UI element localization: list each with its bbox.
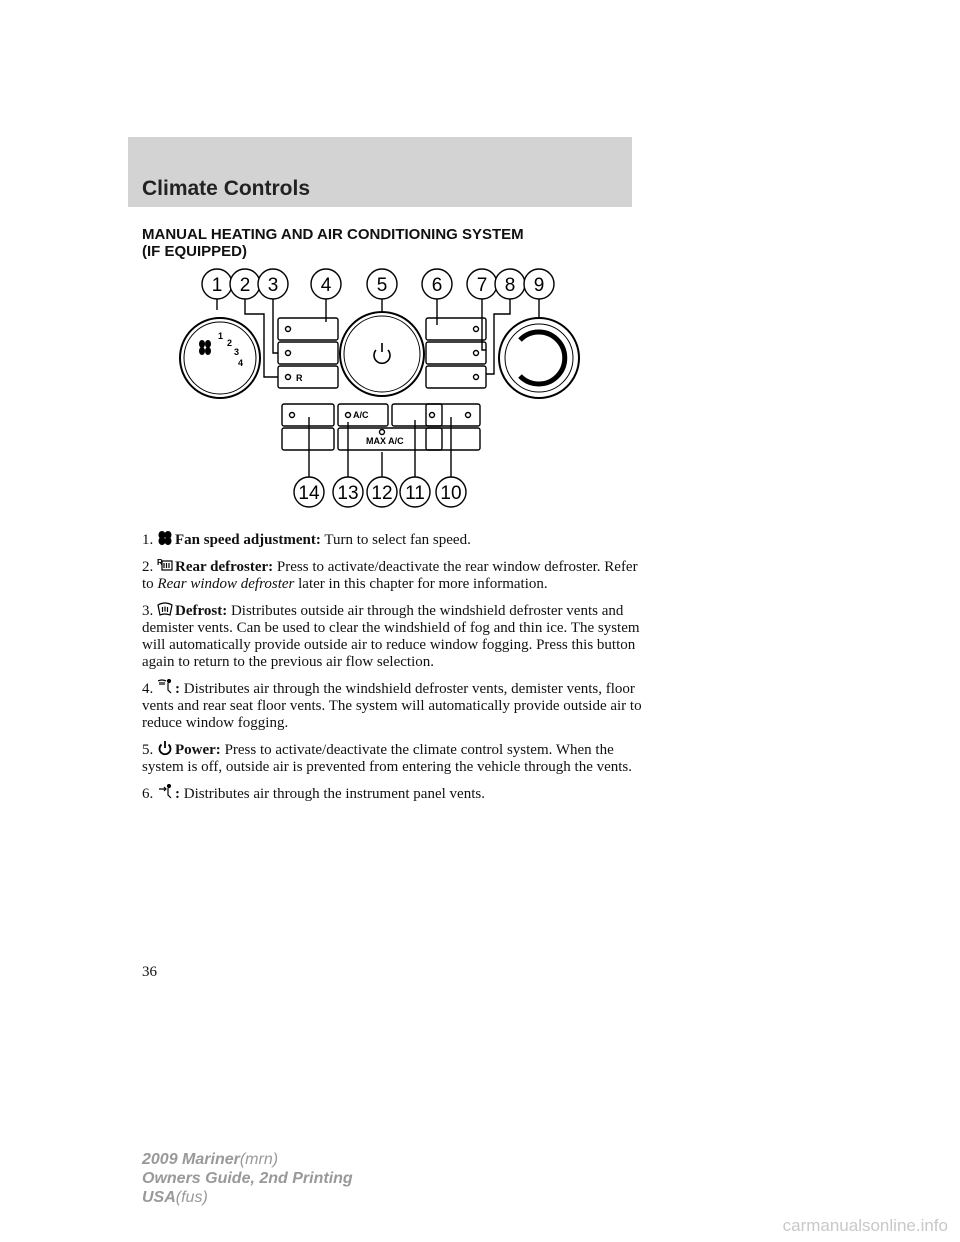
fan-mark-1: 1 — [218, 331, 224, 341]
entry-number: 6. — [142, 786, 154, 802]
footer — [142, 1150, 353, 1207]
entry-reference: Rear window defroster — [157, 576, 295, 592]
entry-text: Press to activate/deactivate the climate control system. When the system is off, outside air is prevented from entering the vehicle through the vents. — [142, 742, 633, 775]
entry-number: 1. — [142, 532, 154, 548]
control-descriptions — [142, 530, 642, 811]
max-ac-label: MAX A/C — [366, 436, 404, 446]
callout-label-7: 7 — [476, 275, 488, 296]
entry-4 — [142, 679, 642, 732]
entry-2 — [142, 557, 642, 593]
entry-number: 3. — [142, 603, 154, 619]
defrost-icon — [157, 601, 173, 617]
rear-label: R — [296, 373, 303, 383]
defrost-floor-icon — [157, 679, 173, 695]
entry-text: Turn to select fan speed. — [324, 532, 471, 548]
callout-label-11: 11 — [405, 483, 425, 504]
callout-label-5: 5 — [376, 275, 388, 296]
entry-text: Press to activate/deactivate the rear window defroster. Refer to — [142, 559, 638, 592]
fan-mark-4: 4 — [238, 358, 244, 368]
entry-label: : — [175, 786, 180, 802]
entry-text: Distributes air through the instrument panel vents. — [183, 786, 485, 802]
entry-label: Power: — [175, 742, 221, 758]
button-floor — [426, 366, 486, 388]
entry-label: Defrost: — [175, 603, 228, 619]
climate-control-diagram — [160, 262, 600, 512]
callout-label-9: 9 — [533, 275, 545, 296]
entry-text: Distributes outside air through the windshield defroster vents and demister vents. Can be used to clear the windshield of fog and thin ice. The system will automatically provide outside air to reduce window fogging. Press this button again to return to the previous air flow selection. — [142, 603, 640, 670]
footer-market-code: (fus) — [175, 1189, 208, 1206]
footer-line-1 — [142, 1150, 353, 1169]
button-defrost — [278, 342, 338, 364]
fan-mark-2: 2 — [227, 338, 233, 348]
panel-vent-icon — [157, 784, 173, 800]
entry-number: 5. — [142, 742, 154, 758]
button-rear-defrost — [278, 366, 338, 388]
watermark: carmanualsonline.info — [782, 1216, 948, 1235]
footer-line-2: Owners Guide, 2nd Printing — [142, 1170, 353, 1187]
callout-label-3: 3 — [267, 275, 279, 296]
callout-label-6: 6 — [431, 275, 443, 296]
callout-label-1: 1 — [211, 275, 223, 296]
page-number: 36 — [142, 964, 157, 980]
rear-defrost-icon — [157, 557, 173, 573]
footer-line-3 — [142, 1188, 353, 1207]
entry-label: : — [175, 681, 180, 697]
entry-1 — [142, 530, 642, 549]
fan-icon — [199, 340, 211, 355]
entry-text: Distributes air through the windshield defroster vents, demister vents, floor vents and rear seat floor vents. The system will automatically provide outside air to reduce window fogging. — [142, 681, 642, 731]
svg-text:R: R — [157, 558, 163, 567]
fan-mark-3: 3 — [234, 347, 240, 357]
ac-label: A/C — [353, 410, 369, 420]
callout-label-12: 12 — [371, 483, 393, 504]
button-seat-right-lower — [426, 428, 480, 450]
callout-label-13: 13 — [337, 483, 359, 504]
footer-market: USA — [142, 1189, 176, 1206]
entry-number: 4. — [142, 681, 154, 697]
callout-label-14: 14 — [298, 483, 320, 504]
callout-label-8: 8 — [504, 275, 516, 296]
callout-label-2: 2 — [239, 275, 251, 296]
entry-text-after: later in this chapter for more information. — [298, 576, 548, 592]
entry-label: Rear defroster: — [175, 559, 274, 575]
entry-label: Fan speed adjustment: — [175, 532, 321, 548]
page-title: Climate Controls — [142, 177, 311, 200]
section-heading — [142, 226, 642, 260]
callout-label-10: 10 — [440, 483, 462, 504]
power-knob — [340, 312, 424, 396]
button-panel-floor — [426, 342, 486, 364]
section-heading-line-1: MANUAL HEATING AND AIR CONDITIONING SYSTEM — [142, 226, 524, 243]
fan-speed-dial — [180, 318, 260, 398]
footer-model: 2009 Mariner — [142, 1151, 240, 1168]
entry-6 — [142, 784, 642, 803]
section-heading-line-2: (IF EQUIPPED) — [142, 243, 248, 260]
fan-icon — [157, 530, 173, 546]
entry-3 — [142, 601, 642, 671]
button-panel-vent — [426, 318, 486, 340]
entry-5 — [142, 740, 642, 776]
footer-model-code: (mrn) — [239, 1151, 279, 1168]
button-recirc-top — [278, 318, 338, 340]
callout-label-4: 4 — [320, 275, 332, 296]
power-icon — [157, 740, 173, 756]
entry-number: 2. — [142, 559, 154, 575]
button-seat-left-lower — [282, 428, 334, 450]
